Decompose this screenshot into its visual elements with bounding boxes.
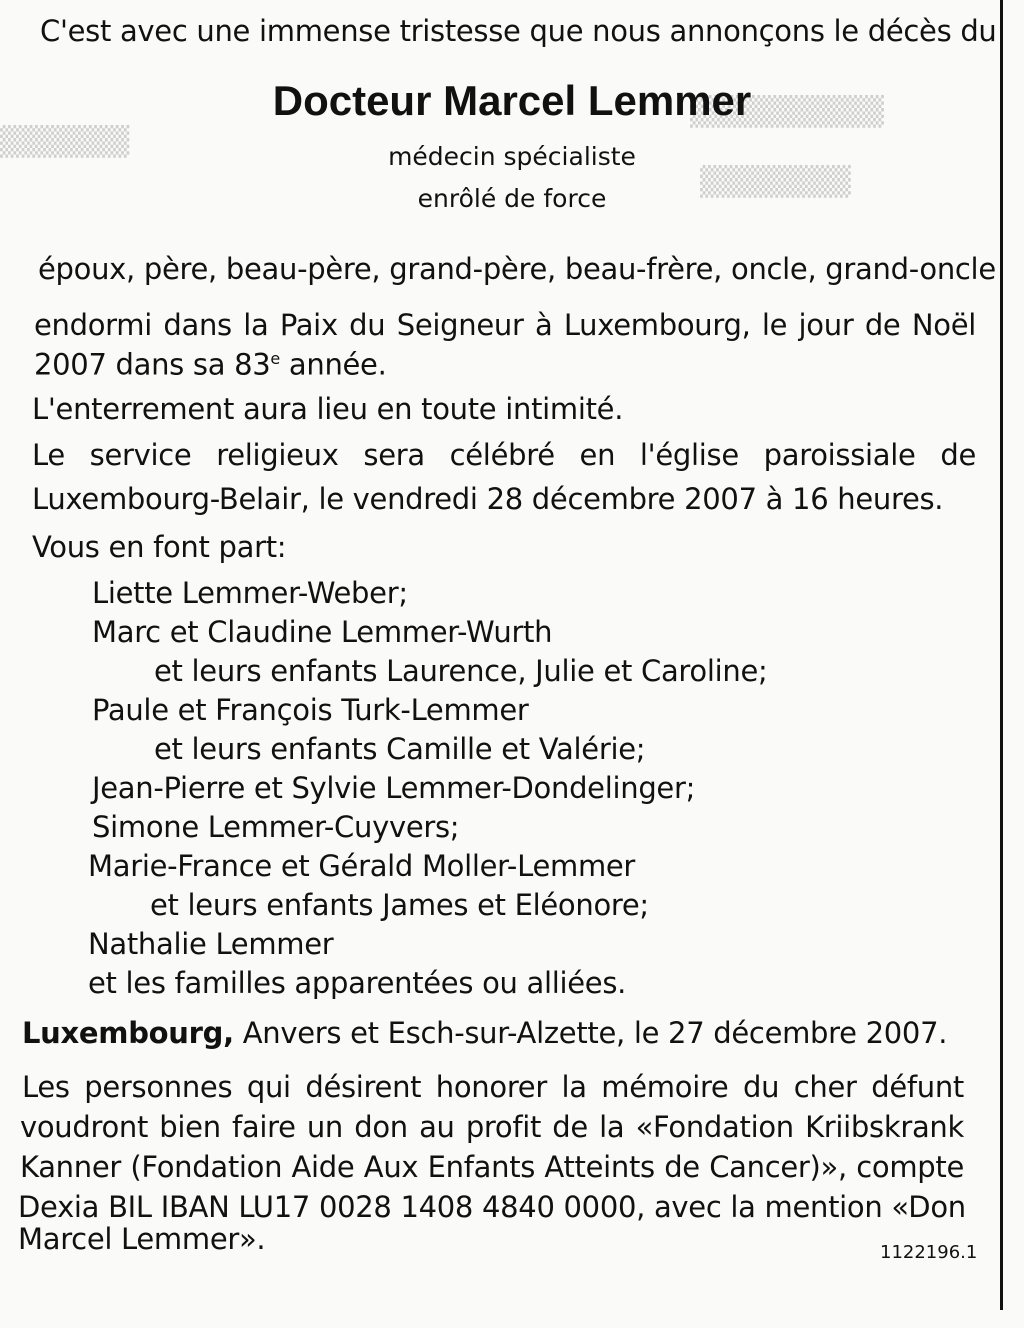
service-line-1: Le service religieux sera célébré en l'église paroissiale de bbox=[32, 438, 976, 472]
family-member-line: Liette Lemmer-Weber; bbox=[92, 576, 408, 610]
family-member-line: Jean-Pierre et Sylvie Lemmer-Dondelinger; bbox=[92, 771, 696, 805]
announcers-heading: Vous en font part: bbox=[32, 530, 287, 564]
bleed-through-decoration: ▒▒▒▒▒▒▒ bbox=[700, 165, 851, 198]
family-member-line: et leurs enfants Laurence, Julie et Caroline; bbox=[154, 654, 768, 688]
bleed-through-decoration: ▒▒▒▒▒▒▒▒▒ bbox=[690, 95, 884, 128]
intro-line: C'est avec une immense tristesse que nous annonçons le décès du bbox=[40, 14, 997, 48]
donation-line-5: Marcel Lemmer». bbox=[18, 1222, 266, 1256]
passing-line-2: 2007 dans sa 83e année. bbox=[34, 347, 387, 382]
passing-line-1: endormi dans la Paix du Seigneur à Luxembourg, le jour de Noël bbox=[34, 308, 976, 342]
donation-line-4: Dexia BIL IBAN LU17 0028 1408 4840 0000, avec la mention «Don bbox=[18, 1190, 966, 1224]
donation-line-2: voudront bien faire un don au profit de la «Fondation Kriibskrank bbox=[20, 1110, 964, 1144]
family-member-line: et les familles apparentées ou alliées. bbox=[88, 966, 627, 1000]
relations-line: époux, père, beau-père, grand-père, beau-frère, oncle, grand-oncle bbox=[38, 252, 996, 286]
status: enrôlé de force bbox=[417, 184, 607, 213]
family-member-line: Marc et Claudine Lemmer-Wurth bbox=[92, 615, 553, 649]
family-member-line: Nathalie Lemmer bbox=[88, 927, 334, 961]
bleed-through-decoration: ▒▒▒▒▒▒ bbox=[0, 125, 130, 158]
family-member-line: et leurs enfants Camille et Valérie; bbox=[154, 732, 646, 766]
burial-note: L'enterrement aura lieu en toute intimité. bbox=[32, 392, 624, 426]
family-member-line: Marie-France et Gérald Moller-Lemmer bbox=[88, 849, 636, 883]
service-line-2: Luxembourg-Belair, le vendredi 28 décembre 2007 à 16 heures. bbox=[32, 482, 944, 516]
place-date-line: Luxembourg, Anvers et Esch-sur-Alzette, le 27 décembre 2007. bbox=[22, 1016, 948, 1050]
family-member-line: Paule et François Turk-Lemmer bbox=[92, 693, 529, 727]
donation-line-1: Les personnes qui désirent honorer la mémoire du cher défunt bbox=[22, 1070, 964, 1104]
deceased-name: Docteur Marcel Lemmer bbox=[272, 77, 752, 124]
family-member-line: Simone Lemmer-Cuyvers; bbox=[92, 810, 460, 844]
reference-number: 1122196.1 bbox=[880, 1242, 978, 1263]
donation-line-3: Kanner (Fondation Aide Aux Enfants Atteints de Cancer)», compte bbox=[20, 1150, 964, 1184]
family-member-line: et leurs enfants James et Eléonore; bbox=[150, 888, 649, 922]
profession: médecin spécialiste bbox=[388, 142, 636, 171]
